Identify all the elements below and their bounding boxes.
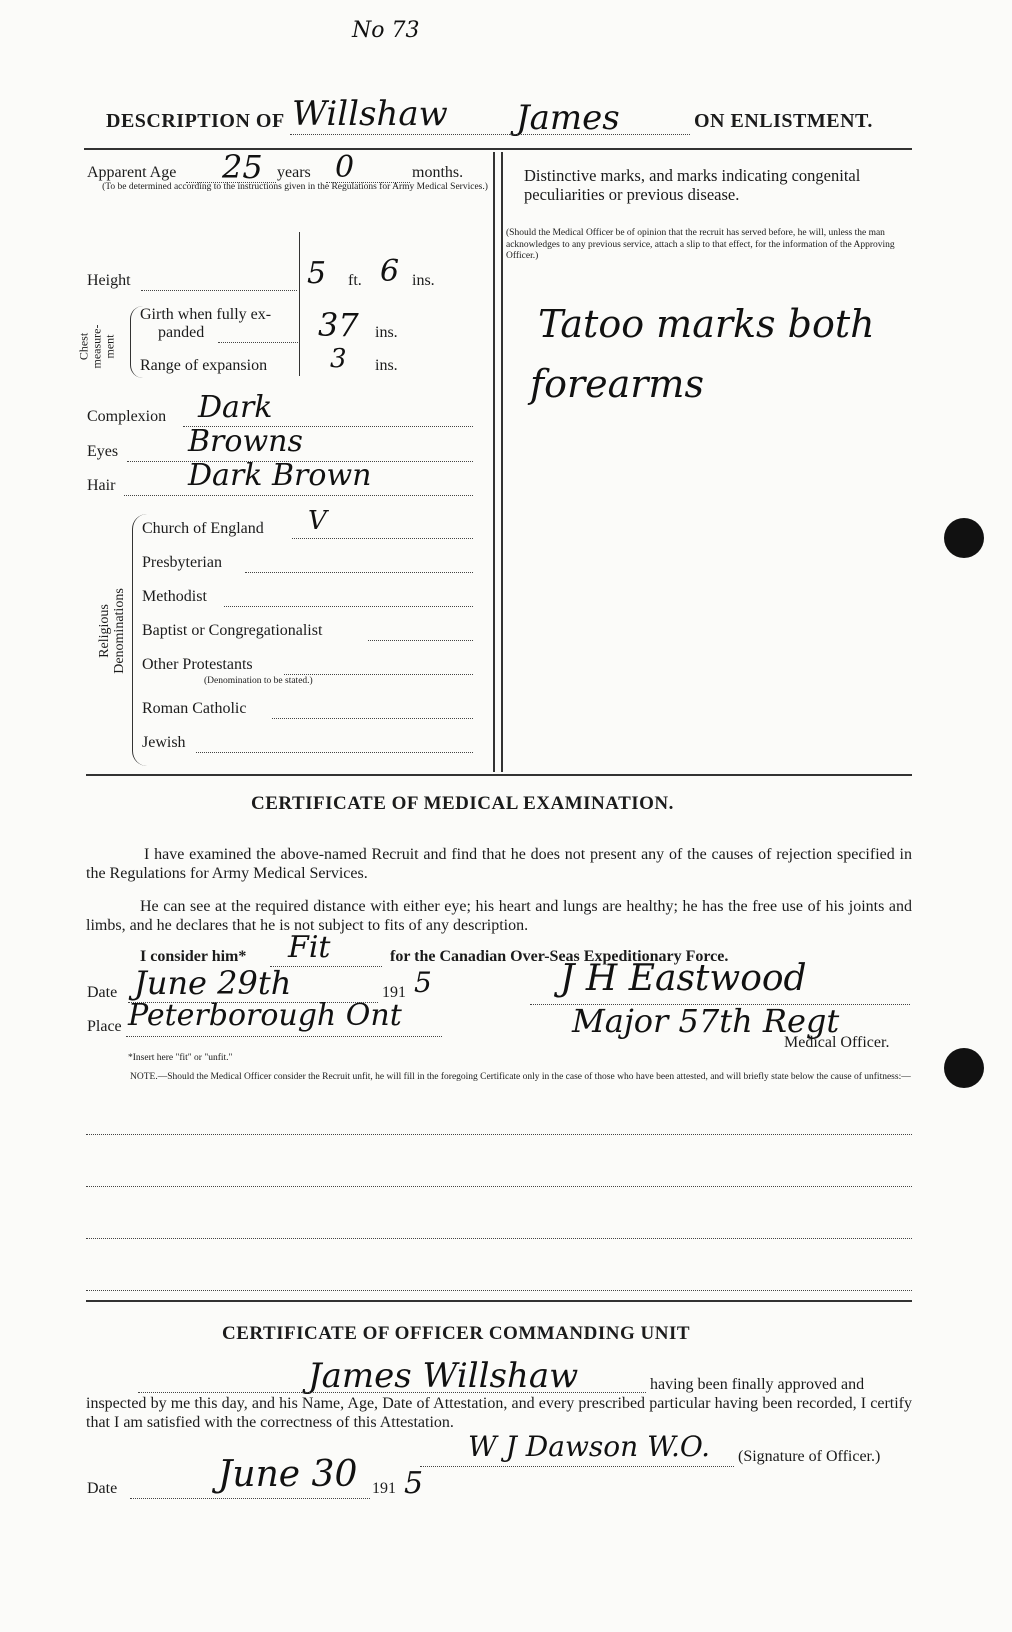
given-name: James [516, 98, 620, 138]
surname: Willshaw [292, 94, 448, 134]
consider-suffix: for the Canadian Over-Seas Expeditionary Force. [390, 948, 729, 965]
ft-label: ft. [348, 272, 362, 289]
medical-year-prefix: 191 [382, 984, 406, 1001]
complexion-label: Complexion [87, 408, 167, 425]
hair-value: Dark Brown [188, 458, 372, 493]
baptist-label: Baptist or Congregationalist [142, 622, 323, 639]
consider-prefix: I consider him* [140, 948, 247, 965]
marks-line-2: forearms [530, 362, 704, 406]
jewish-label: Jewish [142, 734, 186, 751]
church-of-england-mark: V [308, 506, 327, 536]
header-prefix: DESCRIPTION OF [106, 110, 285, 132]
recruit-signature: James Willshaw [308, 1356, 579, 1396]
church-of-england-label: Church of England [142, 520, 264, 537]
months-label: months. [412, 164, 464, 181]
header-suffix: ON ENLISTMENT. [694, 110, 873, 132]
range-value: 3 [330, 344, 347, 374]
medical-officer-title: Medical Officer. [784, 1034, 890, 1051]
years-label: years [277, 164, 311, 181]
other-protestants-note: (Denomination to be stated.) [204, 676, 313, 686]
girth-ins: ins. [375, 324, 398, 341]
height-label: Height [87, 272, 131, 289]
officer-signature-label: (Signature of Officer.) [738, 1448, 881, 1465]
other-protestants-label: Other Protestants [142, 656, 253, 673]
age-note: (To be determined according to the instructions given in the Regulations for Army Medical Services.) [102, 182, 488, 192]
medical-footnote: *Insert here "fit" or "unfit." [128, 1053, 233, 1063]
distinctive-marks-label: Distinctive marks, and marks indicating congenital peculiarities or previous disease. [524, 166, 861, 204]
age-months: 0 [335, 150, 355, 185]
eyes-label: Eyes [87, 443, 119, 460]
commanding-year-prefix: 191 [372, 1480, 396, 1497]
ins-label: ins. [412, 272, 435, 289]
medical-place-label: Place [87, 1018, 122, 1035]
medical-note: NOTE.—Should the Medical Officer consider the Recruit unfit, he will fill in the foregoing Certificate only in the case of those who have been attested, and will briefly state below the cause of unfitness:— [130, 1072, 911, 1082]
girth-value: 37 [318, 306, 359, 344]
age-years: 25 [222, 148, 263, 186]
medical-date-label: Date [87, 984, 118, 1001]
presbyterian-label: Presbyterian [142, 554, 222, 571]
officer-signature: W J Dawson W.O. [468, 1430, 711, 1463]
punch-hole-top [944, 518, 984, 558]
medical-place-value: Peterborough Ont [128, 998, 402, 1033]
commanding-text-1: having been finally approved and [650, 1376, 865, 1393]
commanding-text-2: inspected by me this day, and his Name, Age, Date of Attestation, and every prescribed particular having been recorded, I certify that I am satisfied with the correctness of this Attestation. [86, 1395, 912, 1431]
hair-label: Hair [87, 477, 116, 494]
roman-catholic-label: Roman Catholic [142, 700, 247, 717]
methodist-label: Methodist [142, 588, 207, 605]
stamp-mark: No 73 [352, 18, 420, 43]
medical-para-2: He can see at the required distance with either eye; his heart and lungs are healthy; he has the free use of his joints and limbs, and he declares that he is not subject to fits of any description. [86, 898, 912, 934]
distinctive-marks-note: (Should the Medical Officer be of opinion that the recruit has served before, he will, unless the man acknowledges to any previous service, attach a slip to that effect, for the information of the Approving Officer.) [506, 228, 895, 261]
medical-date-value: June 29th [134, 964, 292, 1002]
chest-label: Chest measure- ment [76, 324, 117, 369]
punch-hole-bottom [944, 1048, 984, 1088]
commanding-date-label: Date [87, 1480, 118, 1497]
age-label: Apparent Age [87, 164, 177, 181]
commanding-year-digit: 5 [404, 1466, 424, 1501]
medical-officer-rank: Major 57th Regt [572, 1002, 840, 1040]
range-label: Range of expansion [140, 357, 268, 374]
medical-title: CERTIFICATE OF MEDICAL EXAMINATION. [251, 793, 674, 814]
range-ins: ins. [375, 357, 398, 374]
eyes-value: Browns [188, 424, 303, 459]
religion-label: Religious Denominations [97, 588, 127, 674]
medical-year-digit: 5 [414, 966, 432, 999]
commanding-title: CERTIFICATE OF OFFICER COMMANDING UNIT [222, 1323, 691, 1344]
complexion-value: Dark [198, 390, 273, 425]
marks-line-1: Tatoo marks both [538, 302, 875, 346]
girth-label-1: Girth when fully ex- [140, 306, 272, 323]
girth-label-2: panded [158, 324, 205, 341]
height-ins: 6 [380, 254, 400, 289]
medical-para-1: I have examined the above-named Recruit and find that he does not present any of the causes of rejection specified in the Regulations for Army Medical Services. [86, 846, 912, 882]
medical-officer-name: J H Eastwood [560, 958, 807, 999]
fit-value: Fit [288, 930, 331, 965]
height-ft: 5 [307, 256, 327, 291]
commanding-date-value: June 30 [218, 1454, 358, 1495]
